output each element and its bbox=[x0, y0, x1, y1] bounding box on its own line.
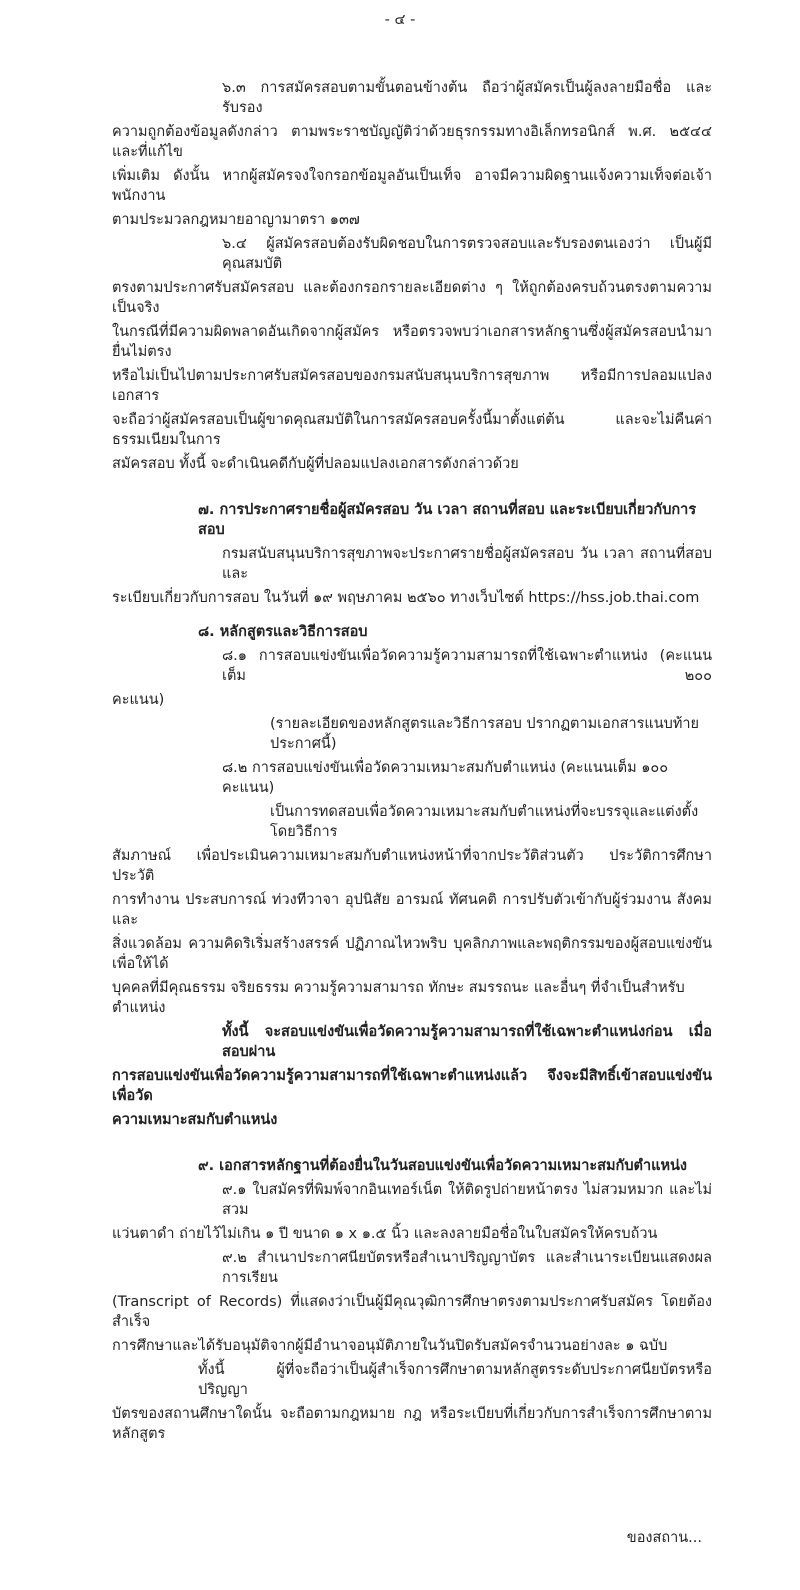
text-line: การสอบแข่งขันเพื่อวัดความรู้ความสามารถที่ใช้เฉพาะตำแหน่งแล้ว จึงจะมีสิทธิ์เข้าสอบแข่งขันเพื่อวัด bbox=[112, 1068, 712, 1104]
text-line: ตามประมวลกฎหมายอาญามาตรา ๑๓๗ bbox=[112, 212, 360, 228]
text-line: ความถูกต้องข้อมูลดังกล่าว ตามพระราชบัญญัติว่าด้วยธุรกรรมทางอิเล็กทรอนิกส์ พ.ศ. ๒๕๔๔ และที่แก้ไข bbox=[112, 124, 712, 160]
text-line: (Transcript of Records) ที่แสดงว่าเป็นผู้มีคุณวุฒิการศึกษาตรงตามประกาศรับสมัคร โดยต้องสำเร็จ bbox=[112, 1294, 712, 1330]
text-line: แว่นตาดำ ถ่ายไว้ไม่เกิน ๑ ปี ขนาด ๑ x ๑.๕ นิ้ว และลงลายมือชื่อในใบสมัครให้ครบถ้วน bbox=[112, 1226, 658, 1242]
text-line: การศึกษาและได้รับอนุมัติจากผู้มีอำนาจอนุมัติภายในวันปิดรับสมัครจำนวนอย่างละ ๑ ฉบับ bbox=[112, 1338, 668, 1354]
section-9-heading: ๙. เอกสารหลักฐานที่ต้องยื่นในวันสอบแข่งขันเพื่อวัดความเหมาะสมกับตำแหน่ง bbox=[198, 1158, 687, 1174]
text-line: กรมสนับสนุนบริการสุขภาพจะประกาศรายชื่อผู้สมัครสอบ วัน เวลา สถานที่สอบ และ bbox=[222, 546, 712, 582]
text-line: หรือไม่เป็นไปตามประกาศรับสมัครสอบของกรมสนับสนุนบริการสุขภาพ หรือมีการปลอมแปลงเอกสาร bbox=[112, 368, 712, 404]
para-8-1: ๘.๑ การสอบแข่งขันเพื่อวัดความรู้ความสามารถที่ใช้เฉพาะตำแหน่ง (คะแนนเต็ม ๒๐๐ bbox=[222, 648, 712, 684]
text-line: สัมภาษณ์ เพื่อประเมินความเหมาะสมกับตำแหน่งหน้าที่จากประวัติส่วนตัว ประวัติการศึกษา ประวัติ bbox=[112, 848, 712, 884]
text-line: เพิ่มเติม ดังนั้น หากผู้สมัครจงใจกรอกข้อมูลอันเป็นเท็จ อาจมีความผิดฐานแจ้งความเท็จต่อเจ้าพนักงาน bbox=[112, 168, 712, 204]
text-line: ทั้งนี้ จะสอบแข่งขันเพื่อวัดความรู้ความสามารถที่ใช้เฉพาะตำแหน่งก่อน เมื่อสอบผ่าน bbox=[222, 1024, 712, 1060]
text-line: สิ่งแวดล้อม ความคิดริเริ่มสร้างสรรค์ ปฏิภาณไหวพริบ บุคลิกภาพและพฤติกรรมของผู้สอบแข่งขัน เพื่อให้ได้ bbox=[112, 936, 712, 972]
text-line: ความเหมาะสมกับตำแหน่ง bbox=[112, 1112, 278, 1128]
para-9-1: ๙.๑ ใบสมัครที่พิมพ์จากอินเทอร์เน็ต ให้ติดรูปถ่ายหน้าตรง ไม่สวมหมวก และไม่สวม bbox=[222, 1182, 712, 1218]
para-6-3: ๖.๓ การสมัครสอบตามขั้นตอนข้างต้น ถือว่าผู้สมัครเป็นผู้ลงลายมือชื่อ และรับรอง bbox=[222, 80, 712, 116]
section-8-heading: ๘. หลักสูตรและวิธีการสอบ bbox=[198, 624, 368, 640]
text-line: การทำงาน ประสบการณ์ ท่วงทีวาจา อุปนิสัย อารมณ์ ทัศนคติ การปรับตัวเข้ากับผู้ร่วมงาน สังคม และ bbox=[112, 892, 712, 928]
para-6-4: ๖.๔ ผู้สมัครสอบต้องรับผิดชอบในการตรวจสอบและรับรองตนเองว่า เป็นผู้มีคุณสมบัติ bbox=[222, 236, 712, 272]
continuation-footer: ของสถาน... bbox=[626, 1530, 702, 1546]
text-line: บุคคลที่มีคุณธรรม จริยธรรม ความรู้ความสามารถ ทักษะ สมรรถนะ และอื่นๆ ที่จำเป็นสำหรับตำแหน่ง bbox=[112, 980, 685, 1016]
text-line: จะถือว่าผู้สมัครสอบเป็นผู้ขาดคุณสมบัติในการสมัครสอบครั้งนี้มาตั้งแต่ต้น และจะไม่คืนค่าธรรมเนียมในการ bbox=[112, 412, 712, 448]
text-line: คะแนน) bbox=[112, 692, 165, 708]
text-line: ระเบียบเกี่ยวกับการสอบ ในวันที่ ๑๙ พฤษภาคม ๒๕๖๐ ทางเว็บไซต์ https://hss.job.thai.com bbox=[112, 590, 700, 606]
section-7-heading: ๗. การประกาศรายชื่อผู้สมัครสอบ วัน เวลา สถานที่สอบ และระเบียบเกี่ยวกับการสอบ bbox=[198, 502, 697, 538]
text-line: เป็นการทดสอบเพื่อวัดความเหมาะสมกับตำแหน่งที่จะบรรจุและแต่งตั้ง โดยวิธีการ bbox=[270, 804, 699, 840]
text-line: ในกรณีที่มีความผิดพลาดอันเกิดจากผู้สมัคร หรือตรวจพบว่าเอกสารหลักฐานซึ่งผู้สมัครสอบนำมายื่นไม่ตรง bbox=[112, 324, 712, 360]
text-line: ทั้งนี้ ผู้ที่จะถือว่าเป็นผู้สำเร็จการศึกษาตามหลักสูตรระดับประกาศนียบัตรหรือปริญญา bbox=[198, 1362, 712, 1398]
text-line: ตรงตามประกาศรับสมัครสอบ และต้องกรอกรายละเอียดต่าง ๆ ให้ถูกต้องครบถ้วนตรงตามความเป็นจริง bbox=[112, 280, 712, 316]
text-line: (รายละเอียดของหลักสูตรและวิธีการสอบ ปรากฏตามเอกสารแนบท้ายประกาศนี้) bbox=[270, 716, 700, 752]
para-8-2: ๘.๒ การสอบแข่งขันเพื่อวัดความเหมาะสมกับตำแหน่ง (คะแนนเต็ม ๑๐๐ คะแนน) bbox=[222, 760, 669, 796]
text-line: สมัครสอบ ทั้งนี้ จะดำเนินคดีกับผู้ที่ปลอมแปลงเอกสารดังกล่าวด้วย bbox=[112, 456, 519, 472]
page-number: - ๔ - bbox=[384, 12, 416, 28]
para-9-2: ๙.๒ สำเนาประกาศนียบัตรหรือสำเนาปริญญาบัตร และสำเนาระเบียนแสดงผลการเรียน bbox=[222, 1250, 712, 1286]
text-line: บัตรของสถานศึกษาใดนั้น จะถือตามกฎหมาย กฎ หรือระเบียบที่เกี่ยวกับการสำเร็จการศึกษาตามหลักสูตร bbox=[112, 1406, 712, 1442]
